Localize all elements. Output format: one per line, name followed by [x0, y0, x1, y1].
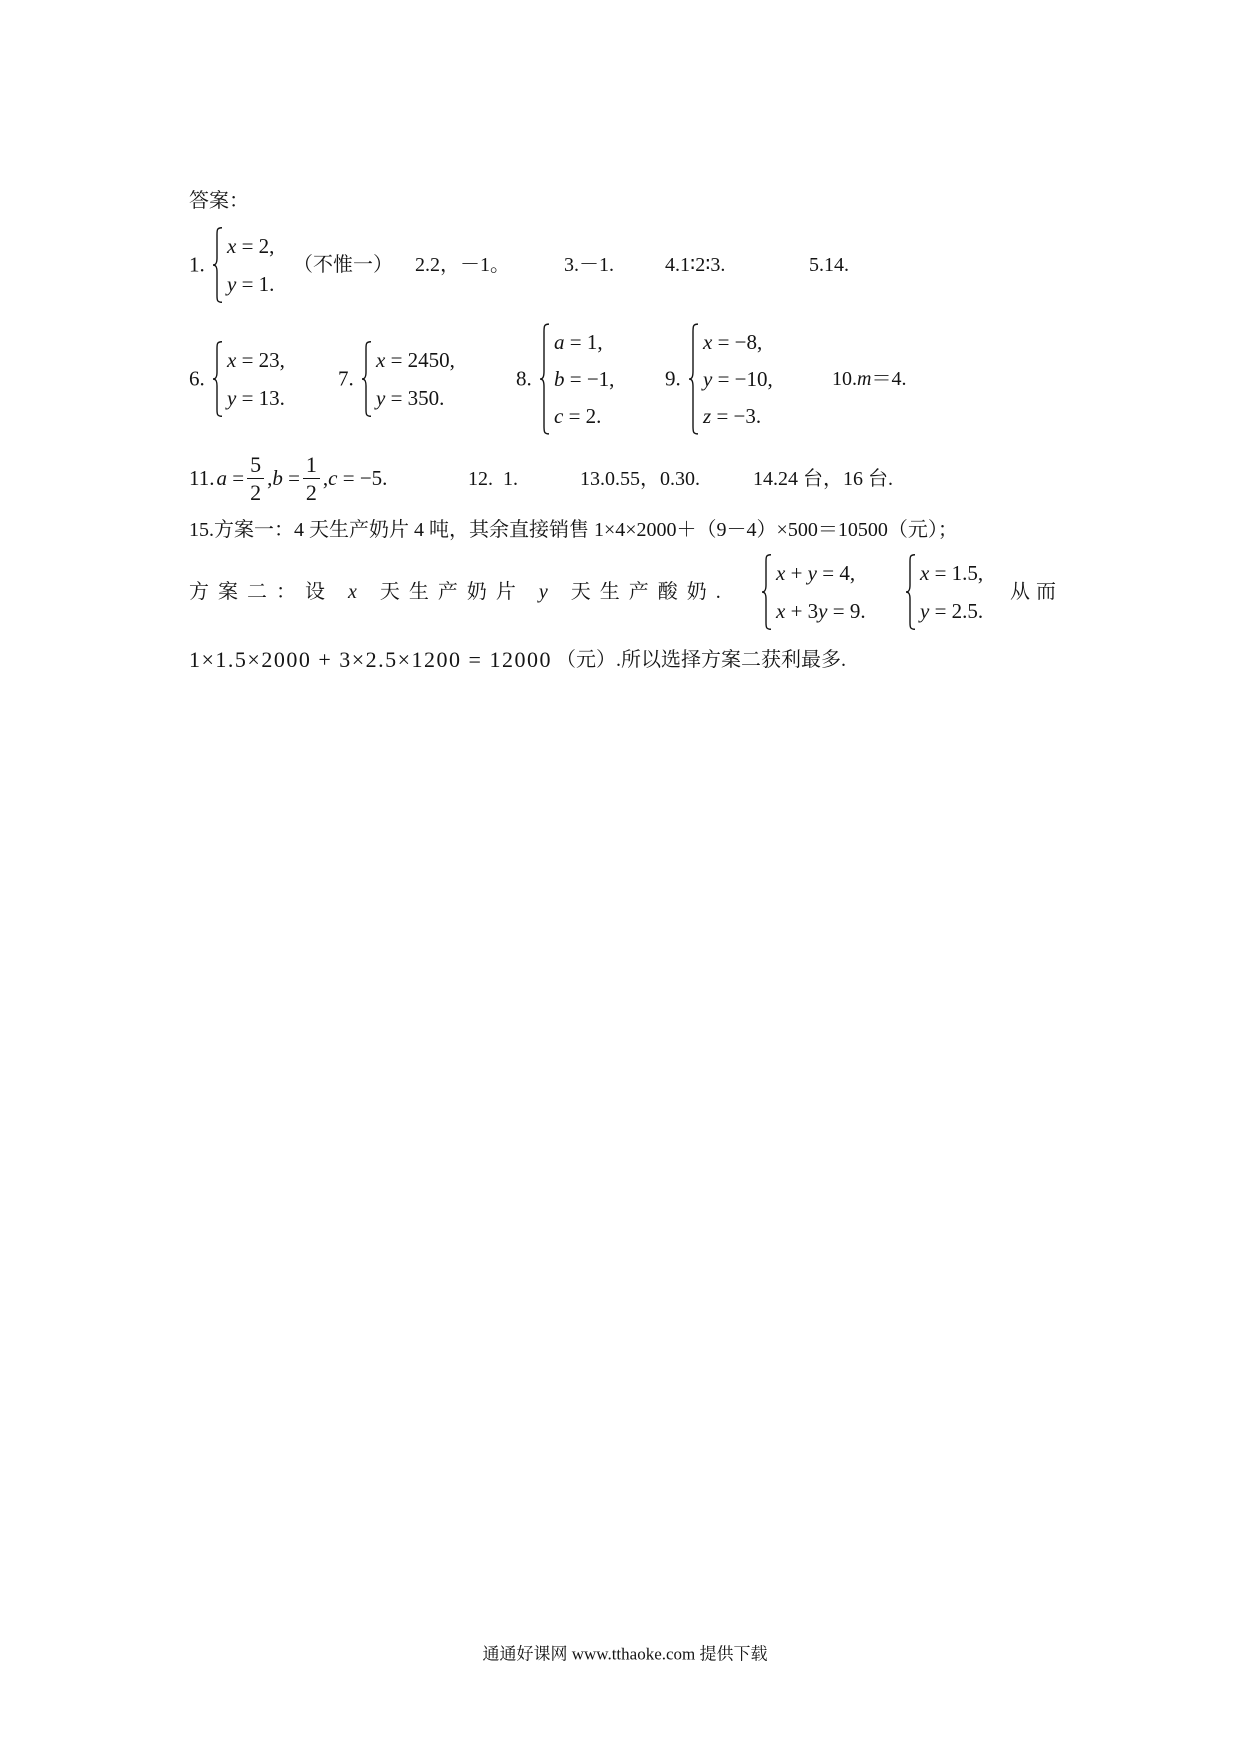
system-row: y = 13. [227, 386, 285, 410]
left-brace [212, 227, 224, 303]
system-row: y = −10, [703, 366, 773, 391]
system-row: y = 1. [227, 272, 275, 296]
page-footer: 通通好课网 www.tthaoke.com 提供下载 [482, 1644, 768, 1664]
answer-13: 13.0.55，0.30. [580, 468, 700, 490]
answer-11-number: 11. [189, 466, 215, 491]
answer-4: 4.1∶2∶3. [665, 254, 726, 276]
answer-1-number: 1. [189, 252, 205, 277]
answer-9-number: 9. [665, 366, 681, 391]
answer-2: 2.2，－1。 [415, 254, 510, 276]
fraction-denominator: 2 [305, 480, 317, 505]
left-brace [905, 554, 917, 630]
fraction-denominator: 2 [250, 480, 262, 505]
answer-6-number: 6. [189, 366, 205, 391]
system-row: y = 350. [376, 386, 445, 410]
fraction-numerator: 1 [303, 451, 320, 479]
answer-15-calculation: 1×1.5×2000 + 3×2.5×1200 = 12000 [189, 646, 552, 672]
left-brace [688, 323, 700, 435]
answer-1-system [212, 227, 274, 303]
answer-15-equation-system [761, 554, 866, 630]
answer-7-number: 7. [338, 366, 354, 391]
system-row: z = −3. [703, 403, 762, 428]
system-row: x + y = 4, [776, 561, 856, 585]
fraction-numerator: 5 [247, 451, 264, 479]
answer-9-system [688, 323, 773, 435]
system-row: x = 2450, [376, 348, 455, 372]
answer-15-calculation-line [189, 647, 846, 673]
system-row: x = −8, [703, 329, 763, 354]
answer-5: 5.14. [809, 254, 849, 276]
left-brace [212, 341, 224, 417]
answer-14: 14.24 台，16 台. [753, 468, 893, 490]
system-row: x = 23, [227, 348, 285, 372]
answer-12: 12. 1. [468, 468, 518, 490]
system-row: y = 2.5. [920, 599, 984, 623]
answer-15-solution-system [905, 554, 983, 630]
answer-1-note: （不惟一） [293, 254, 393, 276]
system-row: b = −1, [554, 366, 615, 391]
left-brace [361, 341, 373, 417]
answer-8-number: 8. [516, 366, 532, 391]
answer-3: 3.－1. [564, 254, 614, 276]
answer-11-c-equals: ,c = −5. [322, 466, 388, 491]
system-row: x = 2, [227, 234, 275, 258]
left-brace [761, 554, 773, 630]
system-row: a = 1, [554, 329, 603, 354]
answer-11 [189, 451, 387, 507]
answer-8-system [539, 323, 614, 435]
answer-15-plan-1: 15.方案一：4 天生产奶片 4 吨，其余直接销售 1×4×2000＋（9－4）×500＝10500（元）； [189, 519, 958, 541]
system-row: c = 2. [554, 403, 602, 428]
answer-7-system [361, 341, 455, 417]
answer-10: 10.m＝4. [832, 368, 907, 390]
fraction-b [303, 451, 320, 507]
answer-11-a-equals: a = [216, 466, 245, 491]
answer-15-plan-2-intro: 方案二：设 x 天生产奶片 y 天生产酸奶. [189, 581, 730, 603]
answer-11-b-equals: ,b = [267, 466, 300, 491]
answer-6-system [212, 341, 285, 417]
fraction-a [247, 451, 264, 507]
answer-15-thus: 从而 [1010, 581, 1062, 603]
system-row: x + 3y = 9. [776, 599, 866, 623]
answers-heading: 答案： [189, 190, 249, 212]
left-brace [539, 323, 551, 435]
answer-15-conclusion: （元）.所以选择方案二获利最多. [555, 648, 846, 671]
system-row: x = 1.5, [920, 561, 984, 585]
